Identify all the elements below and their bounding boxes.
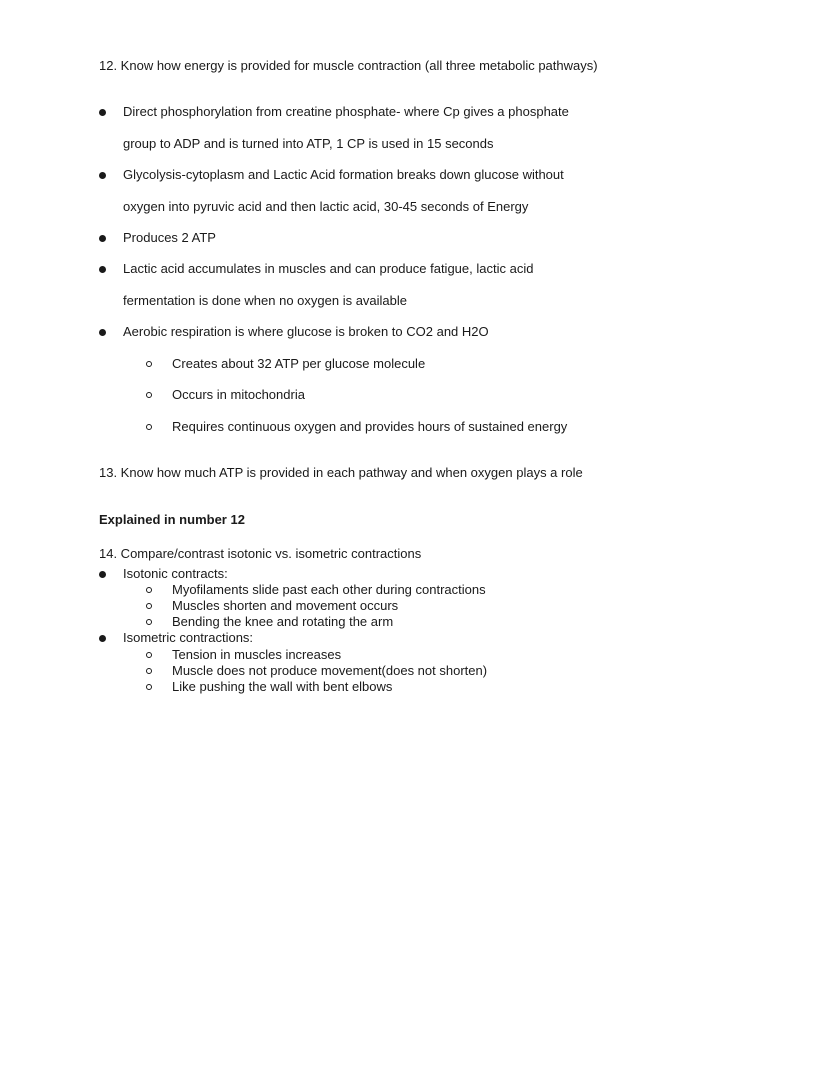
- sub-bullet-icon: [146, 684, 152, 690]
- section-13-heading: 13. Know how much ATP is provided in each pathway and when oxygen plays a role: [99, 465, 583, 480]
- lactic-acid-text-2: fermentation is done when no oxygen is available: [123, 293, 408, 308]
- aerobic-sub-item: Creates about 32 ATP per glucose molecule: [172, 356, 426, 371]
- glycolysis-text-1: Glycolysis-cytoplasm and Lactic Acid formation breaks down glucose without: [123, 167, 564, 182]
- aerobic-sub-item: Requires continuous oxygen and provides hours of sustained energy: [172, 419, 568, 434]
- sub-bullet-icon: [146, 619, 152, 625]
- isometric-sub-item: Like pushing the wall with bent elbows: [172, 679, 393, 694]
- sub-bullet-icon: [146, 361, 152, 367]
- bullet-icon: [99, 109, 106, 116]
- sub-bullet-icon: [146, 424, 152, 430]
- bullet-icon: [99, 172, 106, 179]
- isotonic-sub-item: Myofilaments slide past each other during contractions: [172, 582, 486, 597]
- sub-bullet-icon: [146, 587, 152, 593]
- section-13-note: Explained in number 12: [99, 512, 245, 527]
- sub-bullet-icon: [146, 652, 152, 658]
- bullet-icon: [99, 635, 106, 642]
- sub-bullet-icon: [146, 668, 152, 674]
- bullet-icon: [99, 266, 106, 273]
- direct-phosphorylation-text-2: group to ADP and is turned into ATP, 1 CP is used in 15 seconds: [123, 136, 494, 151]
- sub-bullet-icon: [146, 392, 152, 398]
- bullet-icon: [99, 571, 106, 578]
- section-12-heading: 12. Know how energy is provided for muscle contraction (all three metabolic pathways): [99, 58, 598, 73]
- isotonic-sub-item: Bending the knee and rotating the arm: [172, 614, 394, 629]
- isotonic-sub-item: Muscles shorten and movement occurs: [172, 598, 399, 613]
- isometric-sub-item: Muscle does not produce movement(does not shorten): [172, 663, 488, 678]
- glycolysis-text-2: oxygen into pyruvic acid and then lactic acid, 30-45 seconds of Energy: [123, 199, 529, 214]
- isometric-label: Isometric contractions:: [123, 630, 254, 645]
- bullet-icon: [99, 235, 106, 242]
- sub-bullet-icon: [146, 603, 152, 609]
- aerobic-sub-item: Occurs in mitochondria: [172, 387, 305, 402]
- lactic-acid-text-1: Lactic acid accumulates in muscles and can produce fatigue, lactic acid: [123, 261, 534, 276]
- aerobic-respiration-text: Aerobic respiration is where glucose is broken to CO2 and H2O: [123, 324, 489, 339]
- bullet-icon: [99, 329, 106, 336]
- direct-phosphorylation-text-1: Direct phosphorylation from creatine phosphate- where Cp gives a phosphate: [123, 104, 569, 119]
- isotonic-label: Isotonic contracts:: [123, 566, 228, 581]
- section-14-heading: 14. Compare/contrast isotonic vs. isometric contractions: [99, 546, 422, 561]
- isometric-sub-item: Tension in muscles increases: [172, 647, 342, 662]
- produces-atp-text: Produces 2 ATP: [123, 230, 216, 245]
